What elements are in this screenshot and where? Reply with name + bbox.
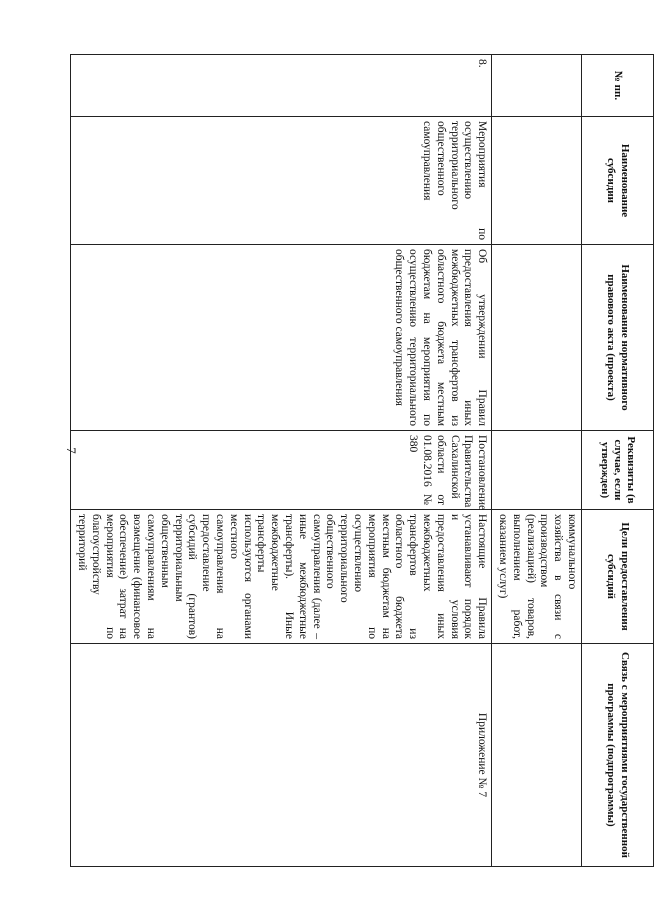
cell-subsidy-name — [492, 117, 582, 245]
table-row — [71, 55, 492, 867]
subsidies-table — [70, 54, 654, 867]
cell-num — [492, 55, 582, 117]
rotated-page — [76, 54, 654, 866]
cell-subsidy-name: Мероприятия по осуществлению территориального общественного самоуправления — [71, 117, 492, 245]
rotated-content — [76, 54, 654, 866]
header-num: № пп. — [582, 55, 654, 117]
cell-purpose: Настоящие Правила устанавливают порядок и условия предоставления иных межбюджетных трансфертов из областного бюджета местным бюджетам на мероприятия по осуществлению территориального общественного самоуправления (далее – иные межбюджетные трансферты). Иные межбюджетные трансферты используются органами местного самоуправления на предоставление субсидий (грантов) территориальным общественным самоуправлениям на возмещение (финансовое обеспечение) затрат на мероприятия по благоустройству территорий — [71, 510, 492, 644]
cell-legal-act: Об утверждении Правил предоставления иных межбюджетных трансфертов из областного бюджета местным бюджетам на мероприятия по осуществлению территориального общественного самоуправления — [71, 245, 492, 431]
cell-purpose: коммунального хозяйства в связи с производством (реализацией) товаров, выполнением работ, оказанием услуг) — [492, 510, 582, 644]
header-program-link: Связь с мероприятиями государственной программы (подпрограммы) — [582, 644, 654, 867]
cell-requisites: Постановление Правительства Сахалинской области от 01.08.2016 № 380 — [71, 431, 492, 510]
header-legal-act: Наименование нормативного правового акта (проекта) — [582, 245, 654, 431]
header-subsidy-name: Наименование субсидии — [582, 117, 654, 245]
cell-program-link: Приложение № 7 — [71, 644, 492, 867]
cell-legal-act — [492, 245, 582, 431]
header-purpose: Цели предоставления субсидий — [582, 510, 654, 644]
cell-program-link — [492, 644, 582, 867]
cell-requisites — [492, 431, 582, 510]
header-requisites: Реквизиты (в случае, если утвержден) — [582, 431, 654, 510]
table-header-row — [582, 55, 654, 867]
cell-num: 8. — [71, 55, 492, 117]
page-number: 7 — [63, 447, 79, 454]
table-row — [492, 55, 582, 867]
